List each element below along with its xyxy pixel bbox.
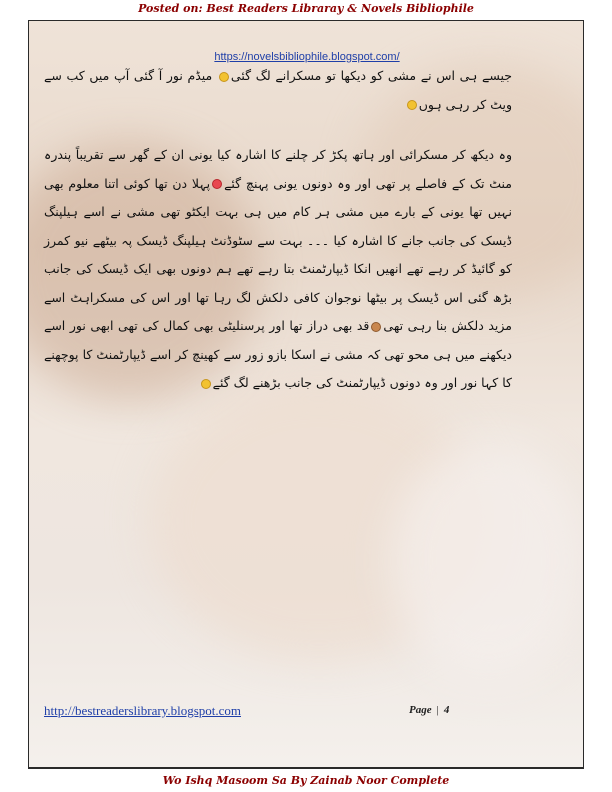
page-number: 4 bbox=[443, 704, 450, 716]
bottom-rule bbox=[28, 768, 584, 769]
paragraph-1-sentence-1: جیسے ہی اس نے مشی کو دیکھا تو مسکرانے لگ گئی bbox=[230, 68, 512, 83]
smile-emoji-icon bbox=[407, 100, 417, 110]
footer-link[interactable]: http://bestreaderslibrary.blogspot.com bbox=[44, 703, 241, 718]
heart-eyes-emoji-icon bbox=[212, 179, 222, 189]
paragraph-1-sentence-2: میڈم نور آ گئی آپ میں کب سے ویٹ کر رہی ہوں bbox=[44, 68, 512, 112]
paragraph-1 bbox=[44, 62, 512, 119]
top-banner bbox=[0, 0, 612, 18]
page-word: Page bbox=[409, 704, 432, 716]
paragraph-2-part-3: قد بھی دراز تھا اور پرسنلیٹی بھی کمال کی تھی ابھی نور اسے دیکھنے میں ہی محو تھی کہ مشی نے اسکا بازو زور سے کھینچ کر اسے ڈیپارٹمنٹ کا پوچھنے کا کہا نور اور وہ دونوں ڈیپارٹمنٹ کی جانب بڑھنے لگ گئے bbox=[44, 318, 512, 390]
top-link[interactable]: https://novelsbibliophile.blogspot.com/ bbox=[214, 51, 400, 63]
paragraph-2-part-2: پہلا دن تھا کوئی اتنا معلوم بھی نہیں تھا یونی کے بارے میں مشی ہر کام میں ہی بہت ایکٹو تھی مشی نے اسے ہیلپنگ ڈیسک کی جانب جانے کا اشارہ کیا ۔۔۔ بہت سے سٹوڈنٹ ہیلپنگ ڈیسک پہ بیٹھے نیو کمرز کو گائیڈ کر رہے تھے انھیں انکا ڈیپارٹمنٹ بتا رہے تھے ہم دونوں بھی ایک ڈیسک کی جانب بڑھ گئی اس ڈیسک پر بیٹھا نوجوان کافی دلکش لگ رہا تھا اور اس کی مسکراہٹ اسے مزید دلکش بنا رہی تھی bbox=[44, 175, 512, 333]
posted-on-label: Posted on: bbox=[138, 2, 203, 15]
paragraph-2 bbox=[44, 141, 512, 398]
bottom-banner: Wo Ishq Masoom Sa By Zainab Noor Complete bbox=[162, 774, 450, 787]
page-number-label bbox=[409, 704, 449, 716]
paragraph-2-part-1: وہ دیکھ کر مسکرائی اور ہاتھ پکڑ کر چلنے کا اشارہ کیا یونی ان کے گھر سے تقریباً پندرہ منٹ تک کے فاصلے پر تھی اور وہ دونوں یونی پہنچ گئے bbox=[44, 147, 512, 191]
smile-emoji-icon bbox=[219, 72, 229, 82]
smile-emoji-icon bbox=[201, 379, 211, 389]
page-separator: | bbox=[436, 704, 439, 716]
face-emoji-icon bbox=[371, 322, 381, 332]
story-text bbox=[44, 62, 512, 398]
site-name: Best Readers Libraray & Novels Bibliophile bbox=[206, 2, 474, 15]
background-wash bbox=[389, 441, 584, 681]
